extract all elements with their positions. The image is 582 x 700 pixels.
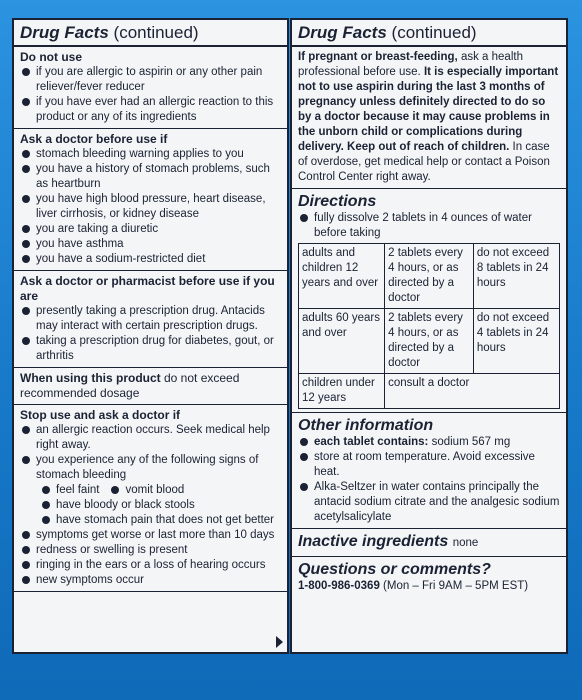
inactive-ingredients-value: none [452, 537, 479, 549]
questions-contact [298, 579, 560, 594]
overdose-text: In case of overdose, get medical help or contact a Poison Control Center right away. [298, 141, 550, 183]
list-item: you have asthma [20, 237, 281, 252]
keep-out-heading: Keep out of reach of children. [347, 141, 510, 153]
continue-arrow-icon [276, 636, 283, 648]
drug-facts-left-panel [12, 18, 289, 654]
other-information-section [292, 413, 566, 529]
ask-doctor-heading: Ask a doctor before use if [20, 132, 168, 146]
drug-facts-right-panel [290, 18, 568, 654]
sub-list-item: have stomach pain that does not get better [20, 513, 281, 528]
directions-section [292, 189, 566, 413]
list-item: presently taking a prescription drug. Antacids may interact with certain prescription drugs. [20, 304, 281, 334]
list-item: taking a prescription drug for diabetes, gout, or arthritis [20, 334, 281, 364]
list-item: store at room temperature. Avoid excessive heat. [298, 450, 560, 480]
list-item: new symptoms occur [20, 573, 281, 588]
ask-pharmacist-heading: Ask a doctor or pharmacist before use if you are [20, 274, 275, 303]
right-title [292, 20, 566, 47]
phone-number: 1-800-986-0369 [298, 580, 380, 592]
important-warning: It is especially important not to use aspirin during the last 3 months of pregnancy unless definitely directed to do so by a doctor because it may cause problems in the unborn child or complications during delivery. [298, 66, 559, 153]
table-cell: consult a doctor [385, 374, 560, 409]
list-item: fully dissolve 2 tablets in 4 ounces of water before taking [298, 211, 560, 241]
list-item: ringing in the ears or a loss of hearing occurs [20, 558, 281, 573]
table-row [299, 244, 560, 309]
when-using-section [14, 368, 287, 405]
pregnancy-rest: ask a health professional before use. [298, 51, 523, 78]
ask-pharmacist-section [14, 271, 287, 368]
list-item: stomach bleeding warning applies to you [20, 147, 281, 162]
table-cell: 2 tablets every 4 hours, or as directed by a doctor [385, 244, 474, 309]
table-cell: adults and children 12 years and over [299, 244, 385, 309]
list-item: you have high blood pressure, heart disease, liver cirrhosis, or kidney disease [20, 192, 281, 222]
list-item: an allergic reaction occurs. Seek medical help right away. [20, 423, 281, 453]
dosage-table [298, 243, 560, 409]
sub-list-item: feel faint [20, 483, 99, 498]
ask-doctor-section [14, 129, 287, 271]
when-using-heading: When using this product [20, 371, 161, 385]
pregnancy-text [298, 50, 560, 185]
table-cell: adults 60 years and over [299, 309, 385, 374]
do-not-use-section [14, 47, 287, 129]
phone-hours: (Mon – Fri 9AM – 5PM EST) [379, 580, 529, 592]
other-information-heading: Other information [298, 417, 434, 434]
table-cell: 2 tablets every 4 hours, or as directed by a doctor [385, 309, 474, 374]
stop-use-heading: Stop use and ask a doctor if [20, 408, 181, 422]
pregnancy-section [292, 47, 566, 189]
right-title-bold: Drug Facts [298, 23, 387, 42]
right-title-continued: (continued) [391, 23, 477, 42]
questions-heading: Questions or comments? [298, 561, 491, 578]
list-item: Alka-Seltzer in water contains principally the antacid sodium citrate and the analgesic sodium acetylsalicylate [298, 480, 560, 525]
left-title [14, 20, 287, 47]
questions-section [292, 557, 566, 597]
list-item [298, 435, 560, 450]
table-row [299, 374, 560, 409]
table-row [299, 309, 560, 374]
table-cell: children under 12 years [299, 374, 385, 409]
list-item: you are taking a diuretic [20, 222, 281, 237]
list-item: you have a history of stomach problems, such as heartburn [20, 162, 281, 192]
tablet-contains-label: each tablet contains: [314, 436, 429, 448]
list-item: symptoms get worse or last more than 10 days [20, 528, 281, 543]
pregnancy-heading: If pregnant or breast-feeding, [298, 51, 458, 63]
when-using-text [20, 371, 281, 401]
left-title-bold: Drug Facts [20, 23, 109, 42]
sub-list-item: vomit blood [109, 483, 184, 498]
stop-use-section [14, 405, 287, 592]
directions-heading: Directions [298, 193, 377, 210]
table-cell: do not exceed 4 tablets in 24 hours [473, 309, 559, 374]
list-item: redness or swelling is present [20, 543, 281, 558]
list-item: if you are allergic to aspirin or any other pain reliever/fever reducer [20, 65, 281, 95]
left-title-continued: (continued) [113, 23, 199, 42]
do-not-use-heading: Do not use [20, 50, 82, 64]
inactive-ingredients-text [298, 532, 560, 553]
inactive-ingredients-heading: Inactive ingredients [298, 533, 449, 550]
list-item: if you have ever had an allergic reaction to this product or any of its ingredients [20, 95, 281, 125]
when-using-rest: do not exceed recommended dosage [20, 371, 240, 400]
sub-list-item: have bloody or black stools [20, 498, 281, 513]
list-item: you have a sodium-restricted diet [20, 252, 281, 267]
sub-item-row [20, 483, 281, 498]
list-item: you experience any of the following signs of stomach bleeding [20, 453, 281, 483]
table-cell: do not exceed 8 tablets in 24 hours [473, 244, 559, 309]
tablet-contains-value: sodium 567 mg [428, 436, 511, 448]
inactive-ingredients-section [292, 529, 566, 557]
